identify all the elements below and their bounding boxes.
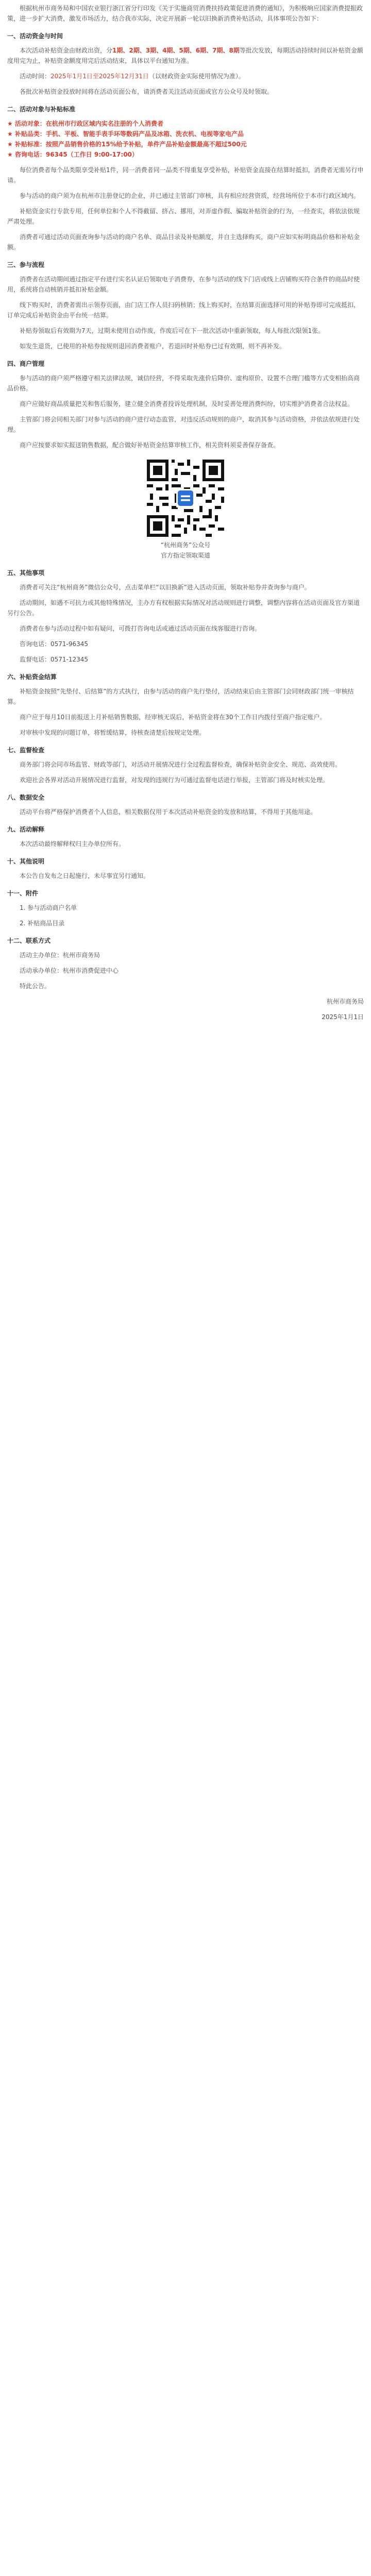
section-9-paragraph-1: 本次活动最终解释权归主办单位所有。 (20, 840, 125, 848)
contact-phone: 咨询电话：0571-96345 (20, 640, 89, 648)
section-6-paragraph-3: 对审核中发现的问题订单，将暂缓结算，待核查清楚后按规定处理。 (20, 729, 206, 736)
section-10-heading: 十、其他说明 (7, 858, 45, 865)
subsidy-info-line: ★ 咨询电话：96345（工作日 9:00-17:00） (7, 151, 138, 158)
s1-p2-highlight: 2025年1月1日至2025年12月31日 (50, 73, 149, 80)
section-6-paragraph-1: 补贴资金按照“先垫付、后结算”的方式执行，由参与活动的商户先行垫付，活动结束后由主管部门会同财政部门统一审核结算。 (7, 688, 354, 705)
attachment-2-link[interactable]: 2. 补贴商品目录 (20, 920, 65, 927)
section-2-heading: 二、活动对象与补贴标准 (7, 106, 76, 113)
announcement-article (7, 3, 364, 1027)
subsidy-info-box (7, 118, 364, 160)
section-6-paragraph-2: 商户应于每月10日前报送上月补贴销售数据，经审核无误后，补贴资金将在30个工作日内拨付至商户指定账户。 (20, 714, 326, 721)
section-7-paragraph-2: 欢迎社会各界对活动开展情况进行监督，对发现的违规行为可通过监督电话进行举报，主管部门将及时核实处理。 (20, 776, 329, 784)
section-4-paragraph-3: 主管部门将会同相关部门对参与活动的商户进行动态监管，对违反活动规则的商户，取消其参与活动资格，并依法依规进行处理。 (7, 416, 360, 433)
section-8-paragraph-1: 活动平台将严格保护消费者个人信息，相关数据仅用于本次活动补贴资金的发放和结算，不得用于其他用途。 (20, 808, 317, 816)
signing-date: 2025年1月1日 (322, 1013, 364, 1021)
section-12-heading: 十二、联系方式 (7, 937, 51, 944)
qr-code-image[interactable] (147, 460, 224, 537)
subsidy-info-line: ★ 补贴标准：按照产品销售价格的15%给予补贴，单件产品补贴金额最高不超过500元 (7, 141, 247, 148)
section-5-heading: 五、其他事项 (7, 569, 45, 577)
qr-code-block (7, 460, 364, 561)
section-5-paragraph-1: 消费者可关注“杭州商务”微信公众号，点击菜单栏“以旧换新”进入活动页面，领取补贴券并查询参与商户。 (20, 584, 311, 591)
section-3-heading: 三、参与流程 (7, 261, 45, 268)
section-4-paragraph-1: 参与活动的商户须严格遵守相关法律法规，诚信经营，不得采取先涨价后降价、虚构原价、设置不合理门槛等方式变相抬高商品价格。 (7, 375, 360, 392)
supervision-phone: 监督电话：0571-12345 (20, 656, 89, 663)
intro-paragraph: 根据杭州市商务局和中国农业银行浙江省分行印发《关于实施商贸消费扶持政策促进消费的通知》，为积极响应国家消费提振政策，进一步扩大消费，激发市场活力，结合我市实际，决定开展新一轮以旧换新消费补贴活动，具体事项公告如下： (7, 5, 363, 22)
section-1-paragraph-3: 各批次补贴资金投放时间将在活动页面公布，请消费者关注活动页面或官方公众号及时领取。 (20, 88, 274, 95)
section-3-paragraph-3: 补贴券领取后有效期为7天，过期未使用自动作废，作废后可在下一批次活动中重新领取，每人每批次限领1张。 (20, 327, 325, 334)
s1-p2-text-c: （以财政资金实际使用情况为准）。 (148, 73, 245, 80)
closing-note: 特此公告。 (20, 982, 51, 990)
s1-p1-text-a: 本次活动补贴资金由财政出资，分 (20, 47, 113, 54)
section-2-paragraph-1: 每位消费者每个品类限享受补贴1件，同一消费者同一品类不得重复享受补贴，补贴资金直接在结算时抵扣，消费者无需另行申请。 (7, 166, 364, 184)
section-4-heading: 四、商户管理 (7, 360, 45, 367)
subsidy-info-line: ★ 补贴品类：手机、平板、智能手表手环等数码产品及冰箱、洗衣机、电视等家电产品 (7, 130, 244, 138)
subsidy-info-line: ★ 活动对象：在杭州市行政区域内实名注册的个人消费者 (7, 120, 163, 127)
section-11-heading: 十一、附件 (7, 890, 39, 897)
section-7-paragraph-1: 商务部门将会同市场监管、财政等部门，对活动开展情况进行全过程监督检查，确保补贴资金安全、规范、高效使用。 (20, 761, 342, 768)
section-1-heading: 一、活动资金与时间 (7, 32, 63, 40)
section-6-heading: 六、补贴资金结算 (7, 673, 57, 681)
section-2-paragraph-3: 补贴资金实行专款专用，任何单位和个人不得截留、挤占、挪用，对弄虚作假、骗取补贴资金的行为，一经查实，将依法依规严肃处理。 (7, 208, 360, 225)
s1-p2-text-a: 活动时间： (20, 73, 51, 80)
s1-p1-text-c: 等批次发放，每期活动持续时间以补贴资金额度用完为止，补贴资金额度用完后活动结束，具体以平台通知为准。 (7, 47, 363, 64)
section-2-paragraph-2: 参与活动的商户须为在杭州市注册登记的企业，并已通过主管部门审核，具有相应经营资质，经营场所位于本市行政区域内。 (20, 192, 360, 199)
section-3-paragraph-1: 消费者在活动期间通过指定平台进行实名认证后领取电子消费券，在参与活动的线下门店或线上店铺购买符合条件的商品时使用，系统将自动核销并抵扣补贴金额。 (7, 276, 360, 293)
section-1-paragraph-2 (7, 71, 364, 81)
section-12-paragraph-1: 活动主办单位：杭州市商务局 (20, 952, 100, 959)
section-5-paragraph-2: 活动期间，如遇不可抗力或其他特殊情况，主办方有权根据实际情况对活动规则进行调整，调整内容将在活动页面及官方渠道另行公告。 (7, 599, 360, 617)
section-4-paragraph-4: 商户应按要求如实报送销售数据，配合做好补贴资金结算审核工作，相关资料须妥善保存备查。 (20, 442, 280, 449)
section-10-paragraph-1: 本公告自发布之日起施行，未尽事宜另行通知。 (20, 872, 150, 879)
section-1-paragraph-1 (7, 45, 364, 66)
section-3-paragraph-4: 如发生退货，已使用的补贴券按规则退回消费者账户，若退回时补贴券已过有效期，则不再补发。 (20, 343, 286, 350)
s1-p1-highlight: 1期、2期、3期、4期、5期、6期、7期、8期 (112, 47, 240, 54)
qr-caption-2: 官方指定领取渠道 (160, 552, 210, 559)
section-3-paragraph-2: 线下购买时，消费者需出示领券页面，由门店工作人员扫码核销；线上购买时，在结算页面选择可用的补贴券即可完成抵扣，订单完成后补贴资金由平台统一结算。 (7, 301, 360, 319)
section-12-paragraph-2: 活动承办单位：杭州市消费促进中心 (20, 967, 119, 974)
signing-organization: 杭州市商务局 (326, 998, 364, 1005)
section-7-heading: 七、监督检查 (7, 747, 45, 754)
section-2-paragraph-4: 消费者可通过活动页面查询参与活动的商户名单、商品目录及补贴额度，并自主选择购买，商户应如实标明商品价格和补贴金额。 (7, 233, 360, 251)
section-9-heading: 九、活动解释 (7, 826, 45, 833)
section-4-paragraph-2: 商户应做好商品质量把关和售后服务，建立健全消费者投诉处理机制，及时妥善处理消费纠纷，切实维护消费者合法权益。 (20, 400, 354, 408)
attachment-1-link[interactable]: 1. 参与活动商户名单 (20, 904, 77, 911)
section-5-paragraph-3: 消费者在参与活动过程中如有疑问，可拨打咨询电话或通过活动页面在线客服进行咨询。 (20, 625, 261, 632)
section-8-heading: 八、数据安全 (7, 794, 45, 801)
qr-caption-1: “杭州商务”公众号 (160, 541, 211, 549)
